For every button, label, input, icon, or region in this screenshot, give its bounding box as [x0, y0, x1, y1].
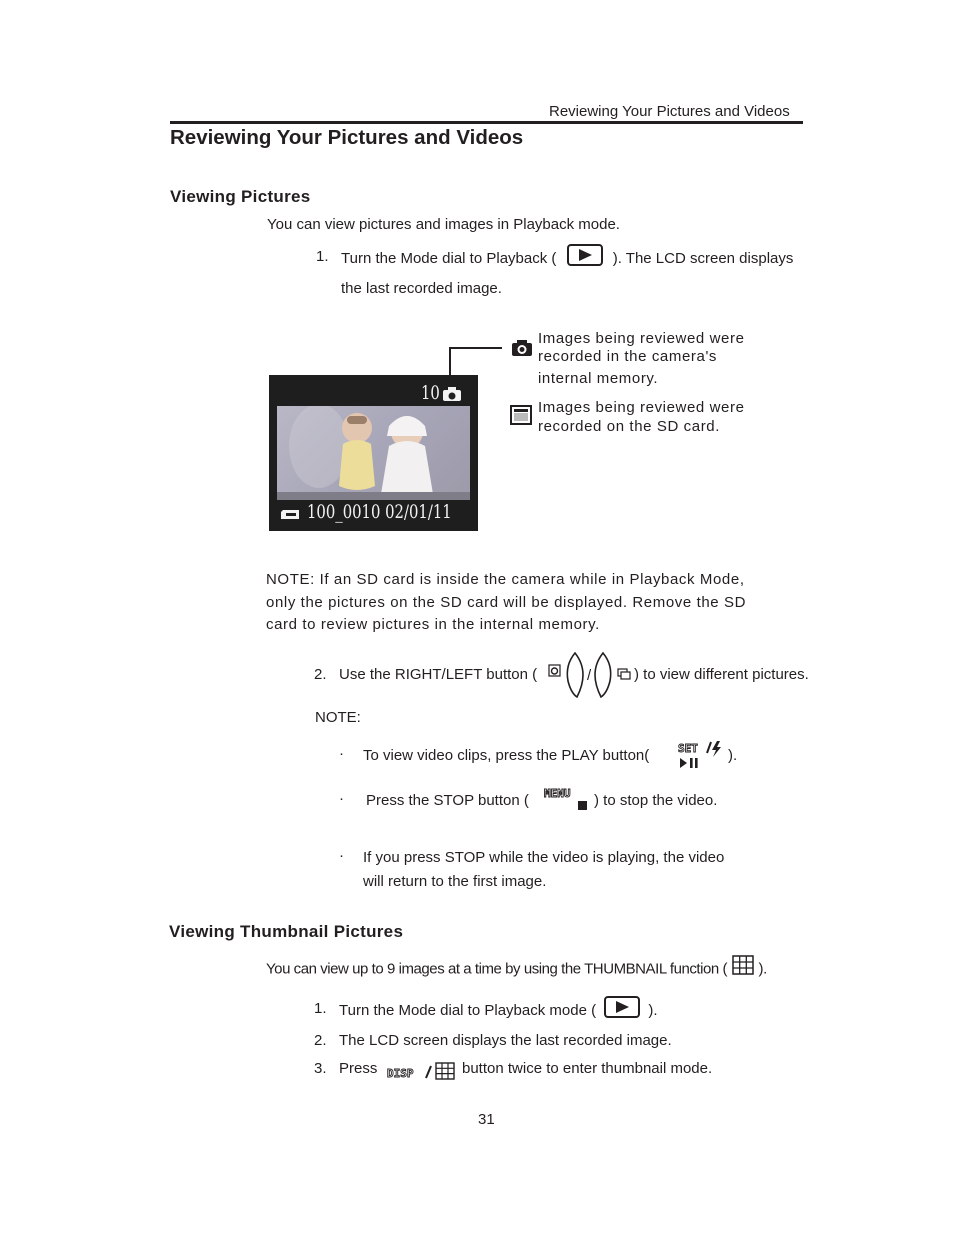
thumbnail-intro-post: ).: [758, 960, 767, 978]
bullet-2-post: ) to stop the video.: [594, 792, 718, 809]
callout-internal-line1: Images being reviewed were: [538, 330, 745, 347]
lcd-file-info: 100_0010 02/01/11: [307, 501, 452, 523]
note-line-2: only the pictures on the SD card will be displayed. Remove the SD: [266, 594, 747, 611]
callout-leader-vertical: [449, 347, 451, 376]
bullet-3-line1: If you press STOP while the video is playing, the video: [363, 849, 725, 866]
callout-sd-line1: Images being reviewed were: [538, 399, 745, 416]
header-rule: [170, 121, 803, 124]
step-2-pre: Use the RIGHT/LEFT button (: [339, 666, 538, 683]
callout-internal-line3: internal memory.: [538, 370, 659, 387]
step-number: 1.: [314, 1000, 327, 1017]
step-2-separator: /: [587, 667, 592, 684]
intro-text: You can view pictures and images in Playback mode.: [267, 216, 620, 233]
callout-internal-line2: recorded in the camera's: [538, 348, 718, 365]
bullet-2-pre: Press the STOP button (: [366, 792, 529, 809]
set-label: SET: [678, 742, 698, 755]
note-line-3: card to review pictures in the internal memory.: [266, 616, 600, 633]
bullet-mark: ·: [339, 745, 344, 762]
bullet-3-line2: will return to the first image.: [363, 873, 547, 890]
bullet-1-pre: To view video clips, press the PLAY button(: [363, 747, 650, 764]
lcd-frame-counter: 10: [421, 382, 440, 404]
camera-icon: [511, 339, 533, 362]
playback-icon: [604, 996, 640, 1022]
bullet-mark: ·: [339, 790, 344, 807]
step-1-post: ). The LCD screen displays: [612, 249, 794, 267]
step-number: 1.: [316, 248, 329, 265]
menu-stop-button-icon: [543, 785, 591, 816]
page-number: 31: [478, 1111, 495, 1128]
thumbnail-intro: [266, 960, 767, 979]
section-heading-viewing-pictures: Viewing Pictures: [170, 187, 311, 206]
disp-button-icon: [386, 1061, 458, 1086]
step-number: 3.: [314, 1060, 327, 1077]
left-arrow-button-icon: [548, 664, 562, 683]
thumb-step-2: The LCD screen displays the last recorded image.: [339, 1032, 672, 1049]
note-label: NOTE:: [315, 709, 361, 726]
bullet-1-post: ).: [728, 747, 738, 764]
set-flash-button-icon: [677, 740, 727, 775]
thumbnail-grid-icon: [732, 955, 754, 979]
running-header: Reviewing Your Pictures and Videos: [549, 103, 790, 120]
page-title: Reviewing Your Pictures and Videos: [170, 126, 524, 149]
menu-label: MENU: [544, 787, 571, 800]
thumbnail-intro-pre: You can view up to 9 images at a time by using the THUMBNAIL function (: [266, 960, 728, 978]
callout-sd-line2: recorded on the SD card.: [538, 418, 720, 435]
step-1-pre: Turn the Mode dial to Playback (: [341, 249, 557, 267]
step-2-post: ) to view different pictures.: [634, 666, 809, 683]
thumb-step-1: [339, 1000, 658, 1022]
thumb-step-3-pre: Press: [339, 1060, 378, 1077]
thumb-step-1-pre: Turn the Mode dial to Playback mode (: [339, 1001, 597, 1019]
step-number: 2.: [314, 1032, 327, 1049]
step-1-text: [341, 248, 793, 270]
playback-icon: [567, 244, 603, 270]
lcd-card-icon: [280, 507, 300, 525]
lcd-camera-icon: [442, 387, 462, 407]
bullet-mark: ·: [339, 847, 344, 864]
thumb-step-1-post: ).: [648, 1001, 658, 1019]
step-1-line2: the last recorded image.: [341, 280, 502, 297]
step-number: 2.: [314, 666, 327, 683]
lcd-photo: [277, 406, 470, 500]
right-arrow-button-icon: [617, 667, 631, 685]
note-line-1: NOTE: If an SD card is inside the camera while in Playback Mode,: [266, 571, 745, 588]
sd-card-icon: [510, 405, 532, 430]
section-heading-thumbnails: Viewing Thumbnail Pictures: [169, 922, 404, 941]
callout-leader-horizontal: [449, 347, 502, 349]
thumb-step-3-post: button twice to enter thumbnail mode.: [462, 1060, 713, 1077]
disp-label: DISP: [387, 1067, 414, 1080]
